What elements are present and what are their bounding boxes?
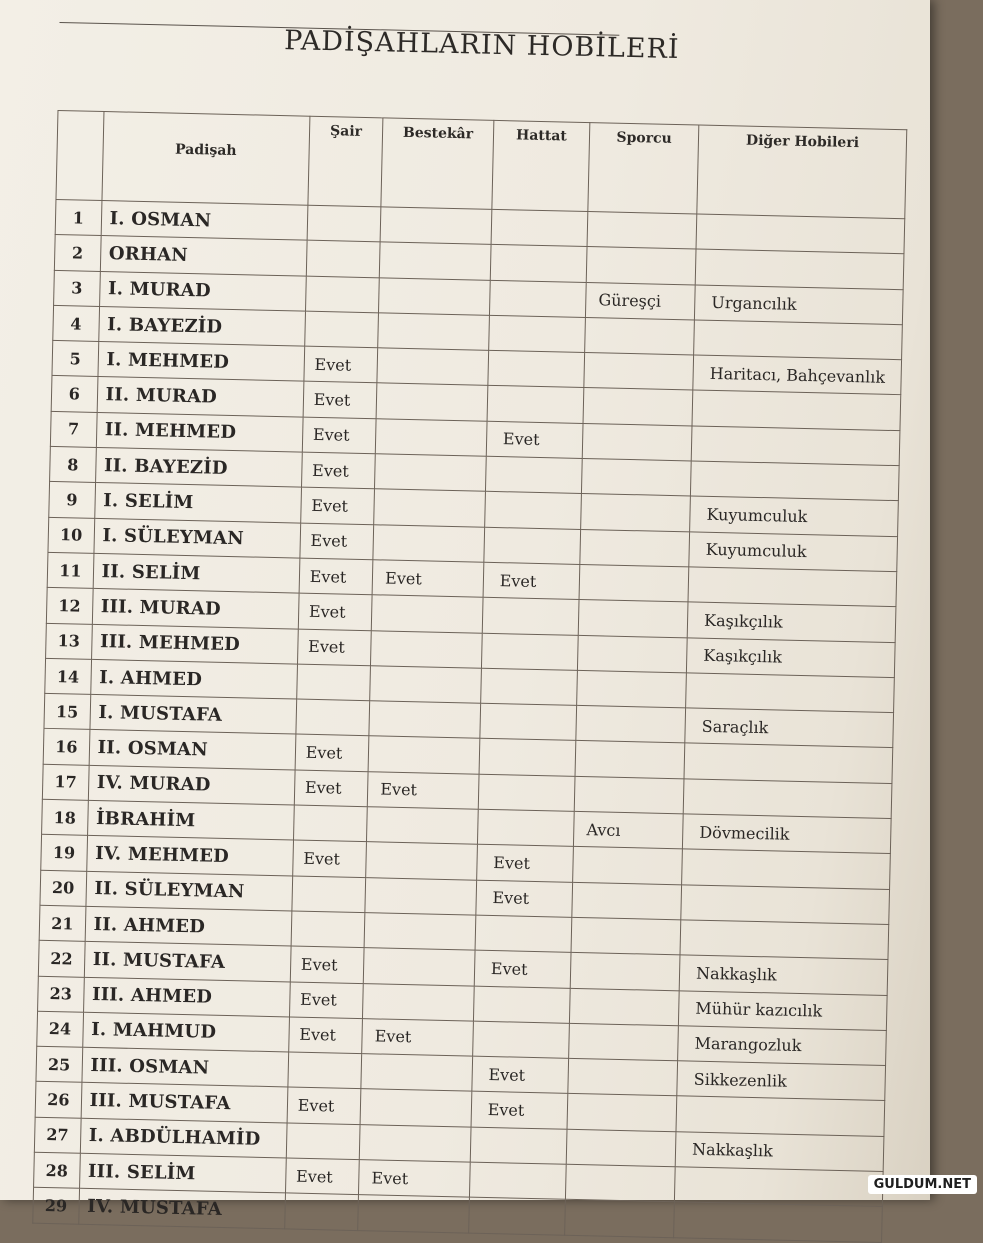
- padisah-name: IV. MUSTAFA: [78, 1189, 285, 1229]
- hattat-cell: Evet: [483, 562, 580, 599]
- diger-cell: [683, 779, 892, 819]
- padisah-name: I. BAYEZİD: [98, 306, 305, 346]
- diger-cell: Kuyumculuk: [690, 496, 899, 536]
- hattat-cell: [489, 280, 586, 317]
- sair-cell: [288, 1052, 362, 1089]
- bestekar-cell: [364, 913, 475, 951]
- header-padisah: Padişah: [102, 112, 310, 206]
- diger-cell: [674, 1167, 883, 1207]
- sporcu-cell: [578, 635, 688, 673]
- diger-cell: [691, 426, 900, 466]
- row-number: 29: [33, 1188, 79, 1224]
- sair-cell: [304, 311, 378, 348]
- padisah-name: IV. MURAD: [88, 765, 295, 805]
- sporcu-cell: [565, 1200, 675, 1238]
- row-number: 6: [51, 376, 97, 412]
- sporcu-cell: [575, 741, 685, 779]
- padisah-name: I. MAHMUD: [82, 1012, 289, 1052]
- sair-cell: [296, 664, 370, 701]
- sporcu-cell: [566, 1129, 676, 1167]
- padisah-name: ORHAN: [100, 236, 307, 276]
- diger-cell: [694, 320, 903, 360]
- row-number: 23: [38, 976, 84, 1012]
- diger-cell: [686, 673, 895, 713]
- hattat-cell: [473, 986, 570, 1023]
- header-bestekar: Bestekâr: [381, 118, 494, 209]
- row-number: 18: [42, 799, 88, 835]
- watermark-badge: GULDUM.NET: [868, 1175, 977, 1194]
- hattat-cell: [484, 492, 581, 529]
- bestekar-cell: [374, 489, 485, 527]
- bestekar-cell: [371, 595, 482, 633]
- hobbies-table: [32, 110, 907, 1243]
- hattat-cell: [488, 350, 585, 387]
- sporcu-cell: [578, 600, 688, 638]
- sair-cell: Evet: [300, 487, 374, 524]
- row-number: 7: [50, 411, 96, 447]
- bestekar-cell: Evet: [359, 1160, 470, 1198]
- padisah-name: II. SÜLEYMAN: [86, 871, 293, 911]
- diger-cell: Sikkezenlik: [677, 1061, 886, 1101]
- row-number: 5: [52, 341, 98, 377]
- diger-cell: [688, 567, 897, 607]
- hattat-cell: [491, 209, 588, 246]
- sair-cell: [291, 911, 365, 948]
- bestekar-cell: [370, 666, 481, 704]
- bestekar-cell: [371, 630, 482, 668]
- row-number: 11: [47, 552, 93, 588]
- padisah-name: II. SELİM: [93, 553, 300, 593]
- row-number: 25: [36, 1046, 82, 1082]
- header-diger: Diğer Hobileri: [697, 125, 907, 219]
- row-number: 1: [55, 199, 101, 235]
- sporcu-cell: [567, 1094, 677, 1132]
- padisah-name: II. MUSTAFA: [84, 942, 291, 982]
- padisah-name: II. AHMED: [85, 906, 292, 946]
- diger-cell: [674, 1202, 883, 1242]
- padisah-name: I. OSMAN: [101, 200, 308, 240]
- padisah-name: III. AHMED: [83, 977, 290, 1017]
- sporcu-cell: [573, 847, 683, 885]
- row-number: 4: [53, 305, 99, 341]
- sair-cell: [286, 1123, 360, 1160]
- padisah-name: III. MUSTAFA: [81, 1083, 288, 1123]
- row-number: 2: [54, 235, 100, 271]
- row-number: 19: [41, 835, 87, 871]
- sair-cell: Evet: [295, 734, 369, 771]
- padisah-name: III. SELİM: [79, 1153, 286, 1193]
- padisah-name: I. MEHMED: [98, 342, 305, 382]
- sporcu-cell: [579, 564, 689, 602]
- table-body: [33, 199, 905, 1242]
- hattat-cell: [484, 527, 581, 564]
- sair-cell: Evet: [290, 946, 364, 983]
- padisah-name: II. MEHMED: [96, 412, 303, 452]
- bestekar-cell: [365, 877, 476, 915]
- sair-cell: Evet: [301, 452, 375, 489]
- diger-cell: Mühür kazıcılık: [678, 990, 887, 1030]
- bestekar-cell: [363, 948, 474, 986]
- sporcu-cell: [586, 247, 696, 285]
- sporcu-cell: [571, 917, 681, 955]
- sair-cell: [305, 276, 379, 313]
- bestekar-cell: [379, 277, 490, 315]
- padisah-name: I. SELİM: [94, 483, 301, 523]
- header-sair: Şair: [308, 116, 383, 207]
- padisah-name: İBRAHİM: [87, 800, 294, 840]
- bestekar-cell: [366, 842, 477, 880]
- sair-cell: Evet: [304, 346, 378, 383]
- diger-cell: [681, 884, 890, 924]
- row-number: 20: [40, 870, 86, 906]
- hattat-cell: [477, 809, 574, 846]
- bestekar-cell: Evet: [362, 1018, 473, 1056]
- row-number: 21: [39, 905, 85, 941]
- hattat-cell: [482, 598, 579, 635]
- sporcu-cell: [569, 1023, 679, 1061]
- row-number: 28: [34, 1152, 80, 1188]
- printed-sheet: [44, 0, 910, 1220]
- sporcu-cell: [577, 670, 687, 708]
- hattat-cell: Evet: [472, 1056, 569, 1093]
- padisah-name: II. MURAD: [97, 377, 304, 417]
- diger-cell: Nakkaşlık: [675, 1131, 884, 1171]
- hattat-cell: [479, 739, 576, 776]
- sair-cell: Evet: [302, 417, 376, 454]
- sporcu-cell: [570, 953, 680, 991]
- sair-cell: [284, 1193, 358, 1230]
- sair-cell: Evet: [299, 558, 373, 595]
- row-number: 3: [54, 270, 100, 306]
- diger-cell: [695, 249, 904, 289]
- diger-cell: [696, 214, 905, 254]
- bestekar-cell: [368, 736, 479, 774]
- sporcu-cell: [572, 882, 682, 920]
- sporcu-cell: [574, 776, 684, 814]
- bestekar-cell: [380, 207, 491, 245]
- hattat-cell: [480, 703, 577, 740]
- sporcu-cell: [570, 988, 680, 1026]
- diger-cell: [680, 920, 889, 960]
- diger-cell: Urgancılık: [694, 285, 903, 325]
- bestekar-cell: [363, 983, 474, 1021]
- bestekar-cell: [367, 807, 478, 845]
- padisah-name: III. OSMAN: [82, 1047, 289, 1087]
- row-number: 27: [34, 1117, 80, 1153]
- padisah-name: I. MURAD: [99, 271, 306, 311]
- hattat-cell: Evet: [474, 950, 571, 987]
- row-number: 13: [46, 623, 92, 659]
- row-number: 26: [35, 1082, 81, 1118]
- sair-cell: Evet: [303, 382, 377, 419]
- sair-cell: [292, 876, 366, 913]
- sporcu-cell: [582, 423, 692, 461]
- bestekar-cell: [373, 524, 484, 562]
- bestekar-cell: [377, 348, 488, 386]
- bestekar-cell: [369, 701, 480, 739]
- hattat-cell: [487, 386, 584, 423]
- sair-cell: Evet: [292, 840, 366, 877]
- row-number: 17: [42, 764, 88, 800]
- sporcu-cell: [580, 529, 690, 567]
- hattat-cell: [481, 633, 578, 670]
- sporcu-cell: [581, 494, 691, 532]
- sporcu-cell: [587, 212, 697, 250]
- sair-cell: Evet: [285, 1158, 359, 1195]
- diger-cell: Nakkaşlık: [679, 955, 888, 995]
- diger-cell: Kuyumculuk: [689, 532, 898, 572]
- padisah-name: I. SÜLEYMAN: [94, 518, 301, 558]
- bestekar-cell: [378, 313, 489, 351]
- hattat-cell: [470, 1127, 567, 1164]
- bestekar-cell: [360, 1089, 471, 1127]
- sair-cell: [293, 805, 367, 842]
- diger-cell: [684, 743, 893, 783]
- diger-cell: Dövmecilik: [682, 814, 891, 854]
- sair-cell: [306, 240, 380, 277]
- hattat-cell: [490, 245, 587, 282]
- sporcu-cell: [583, 388, 693, 426]
- sair-cell: Evet: [287, 1087, 361, 1124]
- sair-cell: [296, 699, 370, 736]
- diger-cell: [692, 390, 901, 430]
- sporcu-cell: [566, 1164, 676, 1202]
- bestekar-cell: [361, 1054, 472, 1092]
- sair-cell: Evet: [297, 629, 371, 666]
- diger-cell: Kaşıkçılık: [687, 602, 896, 642]
- sporcu-cell: [585, 317, 695, 355]
- diger-cell: [690, 461, 899, 501]
- padisah-name: I. MUSTAFA: [90, 695, 297, 735]
- sporcu-cell: [568, 1058, 678, 1096]
- hattat-cell: [472, 1021, 569, 1058]
- hattat-cell: [485, 456, 582, 493]
- diger-cell: Kaşıkçılık: [686, 637, 895, 677]
- diger-cell: [676, 1096, 885, 1136]
- bestekar-cell: [375, 454, 486, 492]
- diger-cell: Haritacı, Bahçevanlık: [693, 355, 902, 395]
- padisah-name: I. ABDÜLHAMİD: [80, 1118, 287, 1158]
- bestekar-cell: Evet: [372, 560, 483, 598]
- row-number: 12: [46, 588, 92, 624]
- bestekar-cell: [375, 419, 486, 457]
- hattat-cell: Evet: [476, 845, 573, 882]
- sair-cell: [307, 205, 381, 242]
- sporcu-cell: Güreşçi: [586, 282, 696, 320]
- bestekar-cell: Evet: [367, 771, 478, 809]
- row-number: 15: [44, 693, 90, 729]
- sair-cell: Evet: [289, 982, 363, 1019]
- row-number: 8: [50, 446, 96, 482]
- padisah-name: IV. MEHMED: [86, 836, 293, 876]
- hattat-cell: Evet: [476, 880, 573, 917]
- padisah-name: III. MURAD: [92, 589, 299, 629]
- sporcu-cell: [584, 353, 694, 391]
- diger-cell: Saraçlık: [685, 708, 894, 748]
- hattat-cell: [475, 915, 572, 952]
- hattat-cell: Evet: [486, 421, 583, 458]
- row-number: 10: [48, 517, 94, 553]
- row-number: 24: [37, 1011, 83, 1047]
- padisah-name: I. AHMED: [90, 659, 297, 699]
- sporcu-cell: [582, 459, 692, 497]
- row-number: 9: [49, 482, 95, 518]
- page-title: PADİŞAHLARIN HOBİLERİ: [283, 25, 680, 66]
- sair-cell: Evet: [288, 1017, 362, 1054]
- row-number: 16: [43, 729, 89, 765]
- sporcu-cell: Avcı: [574, 811, 684, 849]
- sair-cell: Evet: [298, 593, 372, 630]
- bestekar-cell: [379, 242, 490, 280]
- padisah-name: II. BAYEZİD: [95, 448, 302, 488]
- hattat-cell: [468, 1197, 565, 1234]
- hattat-cell: [488, 315, 585, 352]
- header-sporcu: Sporcu: [588, 123, 699, 214]
- sair-cell: Evet: [294, 770, 368, 807]
- sporcu-cell: [576, 706, 686, 744]
- hattat-cell: [478, 774, 575, 811]
- row-number: 14: [45, 658, 91, 694]
- padisah-name: III. MEHMED: [91, 624, 298, 664]
- diger-cell: [682, 849, 891, 889]
- bestekar-cell: [359, 1124, 470, 1162]
- sair-cell: Evet: [300, 523, 374, 560]
- hattat-cell: [480, 668, 577, 705]
- bestekar-cell: [358, 1195, 469, 1233]
- bestekar-cell: [376, 383, 487, 421]
- padisah-name: II. OSMAN: [89, 730, 296, 770]
- hattat-cell: Evet: [471, 1092, 568, 1129]
- header-hattat: Hattat: [492, 120, 590, 211]
- diger-cell: Marangozluk: [678, 1026, 887, 1066]
- row-number: 22: [38, 941, 84, 977]
- header-no: [56, 110, 104, 200]
- hattat-cell: [469, 1162, 566, 1199]
